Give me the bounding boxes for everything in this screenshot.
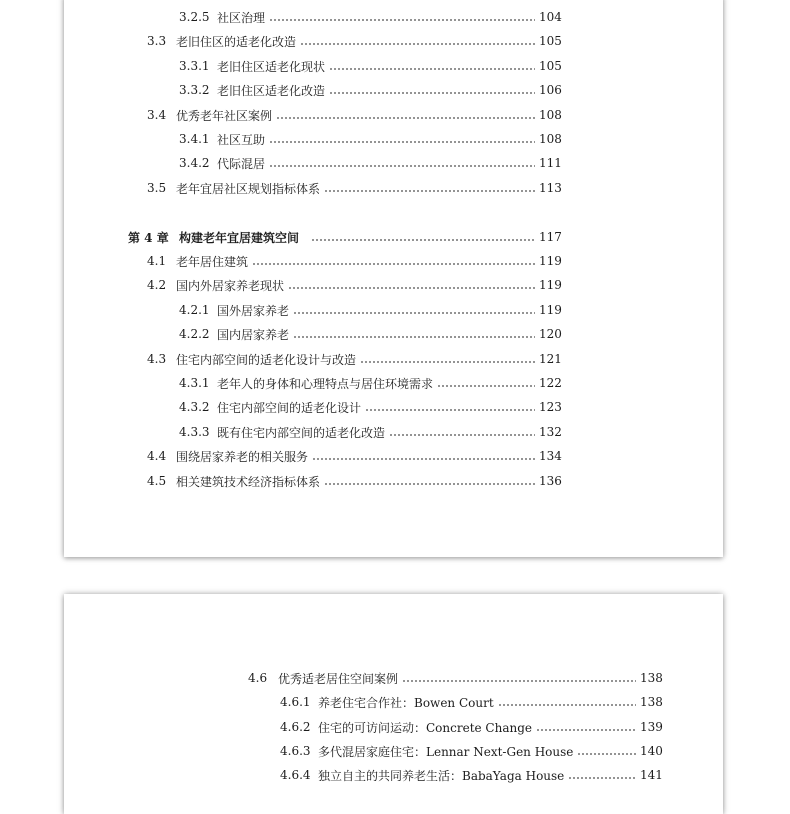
toc-entry	[280, 717, 662, 737]
toc-entry-title: 老旧住区的适老化改造	[176, 34, 297, 49]
toc-leader-dots	[269, 141, 535, 143]
toc-entry	[179, 422, 561, 442]
toc-entry	[280, 692, 662, 712]
toc-entry-number: 3.4.1	[179, 132, 210, 146]
toc-entry-number: 4.2	[147, 278, 167, 292]
toc-leader-dots	[276, 117, 535, 119]
toc-leader-dots	[324, 483, 535, 485]
toc-entry-number: 3.5	[147, 181, 167, 195]
toc-entry-number: 4.6.4	[280, 768, 311, 782]
toc-leader-dots	[568, 777, 636, 779]
toc-entry	[248, 668, 662, 688]
toc-entry-number: 4.5	[147, 474, 167, 488]
toc-leader-dots	[389, 434, 535, 436]
toc-entry-title: 代际混居	[217, 156, 266, 171]
toc-chapter-title: 构建老年宜居建筑空间	[179, 230, 300, 245]
toc-entry	[147, 349, 561, 369]
toc-entry-page: 117	[539, 230, 562, 244]
toc-entry-title: 老旧住区适老化现状	[217, 59, 326, 74]
toc-entry	[179, 7, 561, 27]
toc-entry	[179, 80, 561, 100]
toc-entry-title: 相关建筑技术经济指标体系	[176, 474, 321, 489]
toc-leader-dots	[329, 68, 535, 70]
toc-leader-dots	[311, 239, 535, 241]
toc-entry	[179, 300, 561, 320]
toc-entry-page: 119	[539, 278, 562, 292]
toc-entry-number: 4.3.3	[179, 425, 210, 439]
toc-leader-dots	[360, 361, 535, 363]
toc-leader-dots	[312, 458, 535, 460]
toc-entry-number: 3.2.5	[179, 10, 210, 24]
toc-entry-title: 社区治理	[217, 10, 266, 25]
toc-entry-number: 4.4	[147, 449, 167, 463]
toc-entry	[147, 251, 561, 271]
toc-entry-number: 3.3	[147, 34, 167, 48]
toc-entry-number: 4.2.2	[179, 327, 210, 341]
toc-entry-title: 养老住宅合作社：Bowen Court	[318, 695, 494, 710]
toc-entry	[147, 275, 561, 295]
toc-entry-number: 4.6	[248, 671, 268, 685]
toc-entry	[179, 56, 561, 76]
toc-entry-title: 国内居家养老	[217, 327, 290, 342]
toc-page-2	[64, 594, 723, 814]
toc-entry-title: 老年人的身体和心理特点与居住环境需求	[217, 376, 434, 391]
toc-entry-page: 108	[539, 132, 562, 146]
toc-entry-number: 4.2.1	[179, 303, 210, 317]
toc-leader-dots	[324, 190, 535, 192]
toc-entry-title: 国内外居家养老现状	[176, 278, 285, 293]
toc-leader-dots	[269, 165, 535, 167]
toc-entry-number: 4.6.1	[280, 695, 311, 709]
toc-entry-title: 住宅的可访问运动：Concrete Change	[318, 720, 533, 735]
toc-entry-page: 136	[539, 474, 562, 488]
toc-entry-page: 105	[539, 59, 562, 73]
toc-entry	[179, 153, 561, 173]
toc-entry-page: 104	[539, 10, 562, 24]
toc-entry-title: 独立自主的共同养老生活：BabaYaga House	[318, 768, 565, 783]
toc-leader-dots	[293, 336, 535, 338]
toc-entry-number: 4.3	[147, 352, 167, 366]
toc-entry	[280, 741, 662, 761]
toc-entry-page: 113	[539, 181, 562, 195]
toc-leader-dots	[269, 19, 535, 21]
toc-entry-page: 111	[539, 156, 562, 170]
toc-entry-title: 既有住宅内部空间的适老化改造	[217, 425, 386, 440]
toc-entry-number: 3.3.2	[179, 83, 210, 97]
toc-entry-page: 120	[539, 327, 562, 341]
toc-entry-title: 优秀老年社区案例	[176, 108, 273, 123]
toc-entry-title: 优秀适老居住空间案例	[278, 671, 399, 686]
toc-entry-number: 4.6.3	[280, 744, 311, 758]
toc-entry-page: 108	[539, 108, 562, 122]
toc-page-1	[64, 0, 723, 557]
toc-entry-number: 4.3.2	[179, 400, 210, 414]
toc-entry-page: 121	[539, 352, 562, 366]
toc-entry	[280, 765, 662, 785]
toc-leader-dots	[402, 680, 636, 682]
toc-leader-dots	[288, 287, 535, 289]
toc-entry-title: 老年宜居社区规划指标体系	[176, 181, 321, 196]
toc-leader-dots	[437, 385, 535, 387]
toc-entry-title: 老年居住建筑	[176, 254, 249, 269]
toc-entry	[147, 446, 561, 466]
toc-entry-title: 围绕居家养老的相关服务	[176, 449, 309, 464]
toc-entry-page: 122	[539, 376, 562, 390]
toc-entry	[147, 31, 561, 51]
toc-entry-number: 4.3.1	[179, 376, 210, 390]
toc-entry-title: 社区互助	[217, 132, 266, 147]
toc-entry-number: 3.4.2	[179, 156, 210, 170]
toc-entry-number: 3.3.1	[179, 59, 210, 73]
toc-entry-page: 119	[539, 254, 562, 268]
toc-entry-page: 132	[539, 425, 562, 439]
toc-leader-dots	[293, 312, 535, 314]
toc-leader-dots	[577, 753, 636, 755]
toc-leader-dots	[300, 43, 535, 45]
toc-entry-page: 141	[640, 768, 663, 782]
toc-entry-page: 138	[640, 695, 663, 709]
toc-leader-dots	[365, 409, 535, 411]
toc-entry-page: 138	[640, 671, 663, 685]
toc-entry-page: 134	[539, 449, 562, 463]
toc-entry-page: 140	[640, 744, 663, 758]
toc-entry-page: 105	[539, 34, 562, 48]
toc-entry	[179, 373, 561, 393]
toc-entry-title: 住宅内部空间的适老化设计	[217, 400, 362, 415]
toc-entry	[179, 324, 561, 344]
toc-entry	[179, 397, 561, 417]
toc-leader-dots	[329, 92, 535, 94]
toc-entry-title: 老旧住区适老化改造	[217, 83, 326, 98]
toc-entry	[147, 105, 561, 125]
toc-entry-title: 多代混居家庭住宅：Lennar Next-Gen House	[318, 744, 574, 759]
toc-entry-page: 119	[539, 303, 562, 317]
toc-entry-title: 国外居家养老	[217, 303, 290, 318]
toc-entry-number: 4.1	[147, 254, 167, 268]
toc-entry-page: 123	[539, 400, 562, 414]
toc-entry-page: 139	[640, 720, 663, 734]
toc-entry-page: 106	[539, 83, 562, 97]
toc-entry	[147, 178, 561, 198]
toc-entry-number: 4.6.2	[280, 720, 311, 734]
toc-entry	[179, 129, 561, 149]
toc-entry	[147, 471, 561, 491]
toc-leader-dots	[536, 729, 636, 731]
toc-leader-dots	[498, 704, 636, 706]
toc-chapter-entry	[128, 227, 561, 247]
toc-entry-title: 住宅内部空间的适老化设计与改造	[176, 352, 357, 367]
toc-entry-number: 3.4	[147, 108, 167, 122]
toc-chapter-number: 第 4 章	[128, 230, 169, 245]
toc-leader-dots	[252, 263, 535, 265]
